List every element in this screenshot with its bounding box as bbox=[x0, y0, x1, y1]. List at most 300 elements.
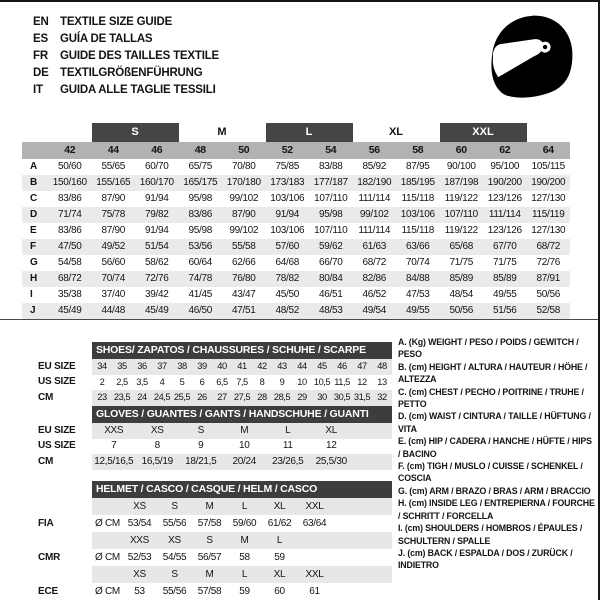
size-cell: 46 bbox=[151, 144, 163, 157]
value-cell: 71/74 bbox=[57, 209, 82, 220]
value-cell: 190/200 bbox=[531, 177, 566, 188]
value-cell: 78/82 bbox=[275, 273, 300, 284]
value-cell: 84/88 bbox=[405, 273, 430, 284]
value-cell: 63/64 bbox=[302, 517, 327, 529]
value-cell: L bbox=[276, 534, 283, 546]
value-cell: 30,5 bbox=[333, 392, 351, 403]
value-cell: 48/53 bbox=[318, 305, 343, 316]
value-cell: 87/95 bbox=[405, 161, 430, 172]
value-cell: 160/170 bbox=[139, 177, 174, 188]
value-cell: L bbox=[285, 424, 291, 436]
language-code: DE bbox=[33, 67, 49, 80]
size-group-s: S bbox=[92, 123, 179, 142]
textile-data-row bbox=[22, 175, 570, 191]
value-cell: 48/52 bbox=[275, 305, 300, 316]
value-cell: 8 bbox=[259, 376, 265, 387]
value-cell: 39/42 bbox=[144, 289, 169, 300]
value-cell: 23/26,5 bbox=[272, 455, 304, 467]
value-cell: 56/57 bbox=[197, 551, 222, 563]
row-header-label: EU SIZE bbox=[38, 424, 76, 436]
value-cell: 53/54 bbox=[127, 517, 152, 529]
row-content bbox=[92, 423, 392, 439]
measure-letter: H bbox=[30, 273, 38, 284]
value-cell: 68/72 bbox=[536, 241, 561, 252]
size-cell: 64 bbox=[542, 144, 554, 157]
value-cell: S bbox=[206, 534, 213, 546]
value-cell: XXL bbox=[305, 568, 324, 580]
shoes-table bbox=[30, 342, 392, 406]
table-row bbox=[30, 566, 392, 583]
value-cell: 49/55 bbox=[405, 305, 430, 316]
value-cell: XXS bbox=[104, 424, 124, 436]
value-cell: 103/106 bbox=[270, 193, 305, 204]
value-cell: 150/160 bbox=[52, 177, 87, 188]
value-cell: 107/110 bbox=[314, 225, 348, 236]
language-row bbox=[33, 30, 219, 47]
legend-item: I. (cm) SHOULDERS / HOMBROS / ÉPAULES / SCHULTERN / SPALLE bbox=[398, 523, 583, 546]
value-cell: 51/54 bbox=[144, 241, 169, 252]
size-group-m: M bbox=[217, 126, 227, 138]
value-cell: XS bbox=[133, 568, 146, 580]
value-cell: 23 bbox=[97, 392, 107, 403]
language-title: GUIDA ALLE TAGLIE TESSILI bbox=[60, 84, 216, 97]
value-cell: 99/102 bbox=[359, 209, 389, 220]
value-cell: 43/47 bbox=[231, 289, 256, 300]
value-cell: 99/102 bbox=[229, 225, 259, 236]
table-row bbox=[30, 439, 392, 455]
value-cell: XL bbox=[273, 500, 286, 512]
value-cell: 72/76 bbox=[536, 257, 561, 268]
value-cell: 170/180 bbox=[226, 177, 261, 188]
row-content bbox=[92, 454, 392, 470]
value-cell: 30 bbox=[317, 392, 327, 403]
value-cell: 107/110 bbox=[444, 209, 478, 220]
language-code: IT bbox=[33, 84, 43, 97]
value-cell: 6 bbox=[199, 376, 205, 387]
value-cell: 61 bbox=[309, 585, 320, 597]
row-content bbox=[92, 566, 392, 583]
size-cell: 50 bbox=[238, 144, 250, 157]
table-row bbox=[30, 359, 392, 375]
language-title-list bbox=[33, 13, 219, 99]
value-cell: 85/89 bbox=[449, 273, 474, 284]
language-code: ES bbox=[33, 32, 48, 45]
value-cell: 58 bbox=[239, 551, 250, 563]
size-cell: 48 bbox=[194, 144, 206, 157]
value-cell: XS bbox=[133, 500, 146, 512]
value-cell: 20/24 bbox=[232, 455, 257, 467]
value-cell: 12 bbox=[325, 440, 337, 452]
shoes-header-row bbox=[30, 342, 392, 359]
value-cell: 76/80 bbox=[231, 273, 256, 284]
value-cell: M bbox=[240, 534, 249, 546]
value-cell: 10 bbox=[238, 440, 250, 452]
value-cell: 123/126 bbox=[487, 225, 522, 236]
value-cell: 9 bbox=[279, 376, 285, 387]
language-row bbox=[33, 47, 219, 64]
value-cell: XL bbox=[273, 568, 286, 580]
value-cell: 68/72 bbox=[362, 257, 387, 268]
row-header-label: CM bbox=[38, 455, 54, 467]
row-content bbox=[92, 515, 392, 532]
value-cell: 70/74 bbox=[405, 257, 430, 268]
value-cell: 57/58 bbox=[197, 585, 222, 597]
row-content bbox=[92, 359, 392, 375]
textile-data-row bbox=[22, 287, 570, 303]
value-cell: 59 bbox=[239, 585, 250, 597]
value-cell: 46/51 bbox=[318, 289, 343, 300]
measure-letter: E bbox=[30, 225, 37, 236]
diameter-unit: Ø CM bbox=[95, 585, 120, 597]
value-cell: 59 bbox=[274, 551, 285, 563]
measurement-legend bbox=[398, 336, 595, 572]
value-cell: 60/64 bbox=[188, 257, 213, 268]
value-cell: 103/106 bbox=[270, 225, 305, 236]
spacer bbox=[30, 481, 92, 498]
value-cell: 59/62 bbox=[318, 241, 343, 252]
value-cell: 50/56 bbox=[536, 289, 561, 300]
row-header-label bbox=[30, 566, 92, 583]
row-header-label bbox=[30, 532, 92, 549]
value-cell: 103/106 bbox=[400, 209, 435, 220]
textile-data-row bbox=[22, 271, 570, 287]
value-cell: 74/78 bbox=[188, 273, 213, 284]
legend-item: A. (Kg) WEIGHT / PESO / POIDS / GEWITCH / PESO bbox=[398, 337, 579, 360]
textile-data-row bbox=[22, 159, 570, 175]
row-header-label: FIA bbox=[38, 517, 54, 529]
value-cell: 66/70 bbox=[318, 257, 343, 268]
textile-data-row bbox=[22, 239, 570, 255]
value-cell: 107/110 bbox=[314, 193, 348, 204]
textile-data-row bbox=[22, 303, 570, 319]
table-row bbox=[30, 423, 392, 439]
gloves-table bbox=[30, 406, 392, 470]
diameter-unit: Ø CM bbox=[95, 517, 120, 529]
value-cell: 65/75 bbox=[188, 161, 213, 172]
value-cell: 45/49 bbox=[144, 305, 169, 316]
value-cell: 4 bbox=[159, 376, 165, 387]
textile-data-row bbox=[22, 255, 570, 271]
value-cell: 57/58 bbox=[197, 517, 222, 529]
table-row bbox=[30, 583, 392, 600]
value-cell: 47 bbox=[357, 361, 367, 372]
value-cell: 54/58 bbox=[57, 257, 82, 268]
value-cell: 115/118 bbox=[401, 225, 435, 236]
value-cell: 53/56 bbox=[188, 241, 213, 252]
value-cell: 55/58 bbox=[231, 241, 256, 252]
measure-letter: J bbox=[30, 305, 36, 316]
value-cell: 67/70 bbox=[492, 241, 517, 252]
value-cell: S bbox=[171, 568, 178, 580]
value-cell: 39 bbox=[197, 361, 207, 372]
value-cell: 2 bbox=[99, 376, 105, 387]
value-cell: 85/92 bbox=[362, 161, 387, 172]
row-content bbox=[92, 549, 392, 566]
value-cell: 51/56 bbox=[492, 305, 517, 316]
value-cell: XL bbox=[325, 424, 338, 436]
value-cell: 59/60 bbox=[232, 517, 257, 529]
value-cell: 50/56 bbox=[449, 305, 474, 316]
value-cell: 41 bbox=[237, 361, 247, 372]
value-cell: 105/115 bbox=[531, 161, 565, 172]
helmet-rows bbox=[30, 498, 392, 600]
value-cell: 123/126 bbox=[487, 193, 522, 204]
value-cell: 47/51 bbox=[231, 305, 256, 316]
language-title: GUÍA DE TALLAS bbox=[60, 32, 153, 45]
value-cell: 82/86 bbox=[362, 273, 387, 284]
value-cell: 48 bbox=[377, 361, 387, 372]
value-cell: M bbox=[240, 424, 249, 436]
value-cell: 182/190 bbox=[357, 177, 392, 188]
value-cell: 36 bbox=[137, 361, 147, 372]
value-cell: 173/183 bbox=[270, 177, 305, 188]
legend-item: B. (cm) HEIGHT / ALTURA / HAUTEUR / HÖHE / ALTEZZA bbox=[398, 361, 588, 385]
value-cell: 54/55 bbox=[162, 551, 187, 563]
value-cell: 80/84 bbox=[318, 273, 343, 284]
language-row bbox=[33, 82, 219, 99]
language-code: FR bbox=[33, 49, 48, 62]
language-row bbox=[33, 65, 219, 82]
value-cell: 38 bbox=[177, 361, 187, 372]
value-cell: 60/70 bbox=[144, 161, 169, 172]
value-cell: 87/90 bbox=[101, 225, 126, 236]
row-content bbox=[92, 498, 392, 515]
language-title: TEXTILE SIZE GUIDE bbox=[60, 15, 173, 28]
value-cell: XS bbox=[168, 534, 181, 546]
spacer bbox=[30, 406, 92, 423]
value-cell: 25,5 bbox=[173, 392, 191, 403]
value-cell: 24,5 bbox=[153, 392, 171, 403]
value-cell: 49/55 bbox=[492, 289, 517, 300]
value-cell: 10 bbox=[297, 376, 307, 387]
value-cell: 83/86 bbox=[57, 225, 82, 236]
row-header-label: US SIZE bbox=[38, 440, 76, 452]
value-cell: 28 bbox=[257, 392, 267, 403]
value-cell: 11,5 bbox=[334, 376, 350, 387]
value-cell: 2,5 bbox=[116, 376, 128, 387]
value-cell: L bbox=[241, 500, 248, 512]
value-cell: 87/90 bbox=[101, 193, 126, 204]
value-cell: 34 bbox=[97, 361, 107, 372]
value-cell: 46/50 bbox=[188, 305, 213, 316]
row-header-label: CMR bbox=[38, 551, 61, 563]
row-header-label: ECE bbox=[38, 585, 58, 597]
size-group-l: L bbox=[266, 123, 353, 142]
value-cell: XXL bbox=[305, 500, 324, 512]
value-cell: 40 bbox=[217, 361, 227, 372]
value-cell: L bbox=[241, 568, 248, 580]
gloves-header-row bbox=[30, 406, 392, 423]
size-cell: 58 bbox=[412, 144, 424, 157]
table-row bbox=[30, 498, 392, 515]
value-cell: 95/98 bbox=[188, 225, 213, 236]
value-cell: 177/187 bbox=[313, 177, 348, 188]
value-cell: 68/72 bbox=[57, 273, 82, 284]
value-cell: 57/60 bbox=[275, 241, 300, 252]
value-cell: 6,5 bbox=[216, 376, 228, 387]
value-cell: 13 bbox=[377, 376, 387, 387]
value-cell: 64/68 bbox=[275, 257, 300, 268]
value-cell: 87/90 bbox=[231, 209, 256, 220]
value-cell: 18/21,5 bbox=[185, 455, 217, 467]
value-cell: 44 bbox=[297, 361, 307, 372]
value-cell: 155/165 bbox=[96, 177, 131, 188]
value-cell: 27,5 bbox=[233, 392, 251, 403]
gloves-rows bbox=[30, 423, 392, 470]
value-cell: 91/94 bbox=[144, 225, 169, 236]
value-cell: 63/66 bbox=[405, 241, 430, 252]
value-cell: 16,5/19 bbox=[141, 455, 173, 467]
value-cell: 45 bbox=[317, 361, 327, 372]
legend-item: G. (cm) ARM / BRAZO / BRAS / ARM / BRACCIO bbox=[398, 485, 591, 496]
size-group-xl: XL bbox=[388, 126, 404, 138]
value-cell: 8 bbox=[154, 440, 160, 452]
value-cell: 53 bbox=[134, 585, 145, 597]
value-cell: 52/53 bbox=[127, 551, 152, 563]
value-cell: 56/60 bbox=[101, 257, 126, 268]
value-cell: XS bbox=[150, 424, 164, 436]
value-cell: 83/86 bbox=[188, 209, 213, 220]
value-cell: 91/94 bbox=[144, 193, 169, 204]
helmet-table-title: HELMET / CASCO / CASQUE / HELM / CASCO bbox=[92, 481, 392, 498]
value-cell: 95/100 bbox=[490, 161, 520, 172]
legend-item: H. (cm) INSIDE LEG / ENTREPIERNA / FOURCHE / SCHRITT / FORCELLA bbox=[398, 498, 595, 521]
row-content bbox=[92, 532, 392, 549]
value-cell: 60 bbox=[274, 585, 285, 597]
legend-item: C. (cm) CHEST / PECHO / POITRINE / TRUHE / PETTO bbox=[398, 386, 584, 410]
value-cell: 49/52 bbox=[101, 241, 126, 252]
value-cell: 28,5 bbox=[273, 392, 291, 403]
size-cell: 60 bbox=[455, 144, 467, 157]
value-cell: 42 bbox=[257, 361, 267, 372]
value-cell: 127/130 bbox=[531, 225, 566, 236]
row-header-label bbox=[30, 498, 92, 515]
value-cell: 85/89 bbox=[492, 273, 517, 284]
helmet-icon bbox=[482, 8, 582, 110]
value-cell: 119/122 bbox=[444, 193, 478, 204]
measure-letter: I bbox=[30, 289, 33, 300]
value-cell: 47/50 bbox=[57, 241, 82, 252]
value-cell: 111/114 bbox=[358, 225, 391, 236]
textile-data-row bbox=[22, 207, 570, 223]
value-cell: 75/78 bbox=[101, 209, 126, 220]
value-cell: 26 bbox=[197, 392, 207, 403]
row-header-label: CM bbox=[38, 391, 54, 403]
size-cell: 44 bbox=[107, 144, 119, 157]
row-header-label: US SIZE bbox=[38, 376, 76, 388]
value-cell: 50/60 bbox=[57, 161, 82, 172]
row-content bbox=[92, 439, 392, 455]
spacer bbox=[30, 342, 92, 359]
language-code: EN bbox=[33, 15, 49, 28]
value-cell: 71/75 bbox=[492, 257, 517, 268]
value-cell: 115/118 bbox=[401, 193, 435, 204]
value-cell: S bbox=[197, 424, 204, 436]
value-cell: 55/56 bbox=[162, 585, 187, 597]
value-cell: 187/198 bbox=[444, 177, 479, 188]
size-cell: 56 bbox=[368, 144, 380, 157]
value-cell: 32 bbox=[377, 392, 387, 403]
value-cell: 72/76 bbox=[144, 273, 169, 284]
value-cell: 95/98 bbox=[318, 209, 343, 220]
value-cell: 7,5 bbox=[236, 376, 248, 387]
value-cell: 61/62 bbox=[267, 517, 292, 529]
value-cell: 55/56 bbox=[162, 517, 187, 529]
value-cell: 83/88 bbox=[318, 161, 343, 172]
value-cell: 45/50 bbox=[275, 289, 300, 300]
value-cell: 47/53 bbox=[405, 289, 430, 300]
value-cell: 115/119 bbox=[531, 209, 565, 220]
helmet-header-row bbox=[30, 481, 392, 498]
value-cell: XXS bbox=[129, 534, 150, 546]
size-group-xxl: XXL bbox=[440, 123, 527, 142]
textile-rows bbox=[22, 142, 570, 319]
value-cell: 46 bbox=[337, 361, 347, 372]
size-cell: 54 bbox=[325, 144, 337, 157]
table-row bbox=[30, 390, 392, 406]
value-cell: 49/54 bbox=[362, 305, 387, 316]
language-title: GUIDE DES TAILLES TEXTILE bbox=[60, 49, 219, 62]
measure-letter: F bbox=[30, 241, 37, 252]
value-cell: 9 bbox=[198, 440, 204, 452]
size-cell: 42 bbox=[64, 144, 76, 157]
value-cell: 46/52 bbox=[362, 289, 387, 300]
table-row bbox=[30, 532, 392, 549]
value-cell: 71/75 bbox=[449, 257, 474, 268]
size-group-row bbox=[22, 123, 570, 142]
value-cell: 41/45 bbox=[188, 289, 213, 300]
legend-item: E. (cm) HIP / CADERA / HANCHE / HÜFTE / HIPS / BACINO bbox=[398, 436, 592, 459]
language-title: TEXTILGRÖßENFÜHRUNG bbox=[60, 67, 203, 80]
value-cell: 37 bbox=[157, 361, 167, 372]
value-cell: 35/38 bbox=[57, 289, 82, 300]
value-cell: 24 bbox=[137, 392, 147, 403]
value-cell: 44/48 bbox=[101, 305, 126, 316]
shoes-table-title: SHOES/ ZAPATOS / CHAUSSURES / SCHUHE / SCARPE bbox=[92, 342, 392, 359]
value-cell: 31,5 bbox=[353, 392, 371, 403]
shoes-rows bbox=[30, 359, 392, 406]
value-cell: 35 bbox=[117, 361, 127, 372]
row-header-label: EU SIZE bbox=[38, 360, 76, 372]
value-cell: 12,5/16,5 bbox=[94, 455, 134, 467]
legend-item: D. (cm) WAIST / CINTURA / TAILLE / HÜFTUNG / VITA bbox=[398, 411, 591, 434]
row-content bbox=[92, 375, 392, 391]
row-content bbox=[92, 583, 392, 600]
value-cell: 79/82 bbox=[144, 209, 169, 220]
value-cell: 91/94 bbox=[275, 209, 300, 220]
measure-letter: D bbox=[30, 209, 38, 220]
value-cell: 165/175 bbox=[183, 177, 218, 188]
legend-item: F. (cm) TIGH / MUSLO / CUISSE / SCHENKEL / COSCIA bbox=[398, 461, 583, 484]
textile-data-row bbox=[22, 191, 570, 207]
measure-letter: C bbox=[30, 193, 38, 204]
table-row bbox=[30, 549, 392, 566]
value-cell: 65/68 bbox=[449, 241, 474, 252]
value-cell: 90/100 bbox=[446, 161, 476, 172]
value-cell: 111/114 bbox=[488, 209, 521, 220]
value-cell: 70/74 bbox=[101, 273, 126, 284]
value-cell: 29 bbox=[297, 392, 307, 403]
value-cell: 43 bbox=[277, 361, 287, 372]
value-cell: 87/91 bbox=[536, 273, 561, 284]
language-row bbox=[33, 13, 219, 30]
measure-letter: A bbox=[30, 161, 38, 172]
textile-size-table bbox=[22, 123, 570, 319]
value-cell: M bbox=[205, 568, 214, 580]
value-cell: 5 bbox=[179, 376, 185, 387]
value-cell: 27 bbox=[217, 392, 227, 403]
value-cell: 83/86 bbox=[57, 193, 82, 204]
